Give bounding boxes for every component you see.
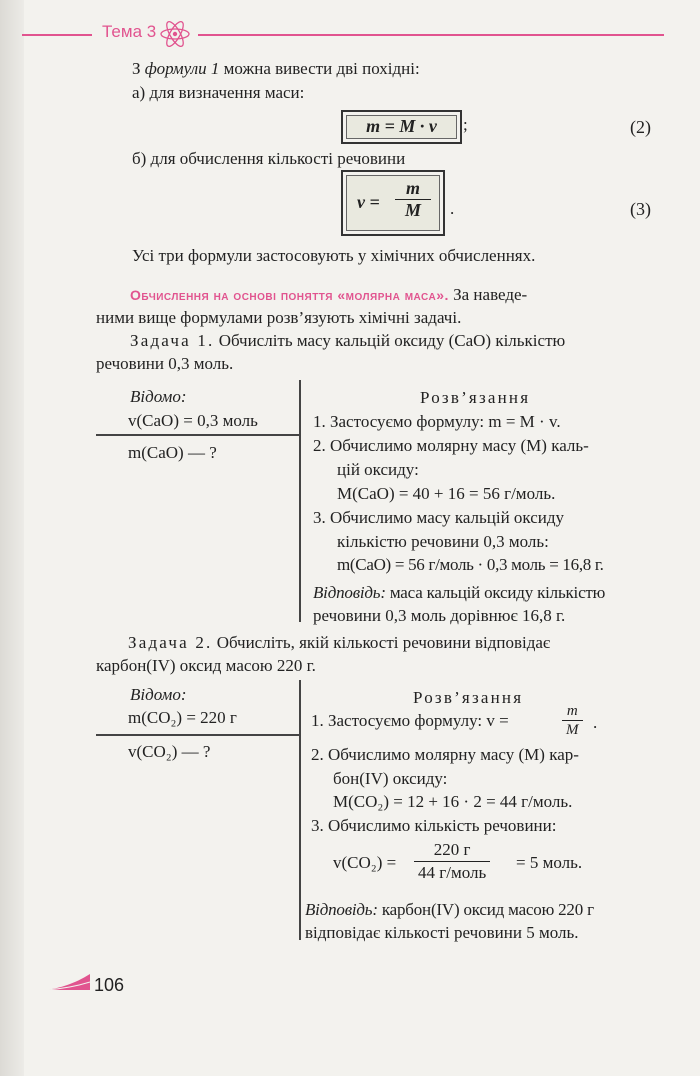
task2-step1-numerator: m	[562, 702, 583, 721]
formula-3-denominator: M	[404, 200, 421, 220]
task2-answer-2: відповідає кількості речовини 5 моль.	[305, 923, 579, 942]
formula-2-number: (2)	[630, 117, 651, 137]
header-rule-left	[22, 34, 92, 36]
formula-3-dot: .	[450, 199, 455, 218]
topic-label: Тема 3	[102, 22, 157, 41]
task1-step2-b: цій оксиду:	[337, 460, 419, 479]
task1-answer-2: речовини 0,3 моль дорівнює 16,8 г.	[313, 606, 566, 625]
section-heading: Обчислення на основі поняття «молярна маса». За наведе-	[130, 285, 528, 304]
task1-known-value: v(CaO) = 0,3 моль	[128, 411, 258, 430]
task1-unknown: m(CaO) — ?	[128, 443, 217, 462]
formula-2-box	[341, 110, 462, 144]
task1-known-label: Відомо:	[130, 387, 187, 406]
task1-step1: 1. Застосуємо формулу: m = M · v.	[313, 412, 561, 431]
item-a: а) для визначення маси:	[132, 83, 305, 102]
item-b: б) для обчислення кількості речовини	[132, 149, 406, 168]
task2-step3-fraction	[414, 839, 490, 884]
task2-known-label: Відомо:	[130, 685, 187, 704]
task1-solution-title: Розв’язання	[420, 388, 531, 407]
formula-3-box	[341, 170, 445, 236]
task2-step1: 1. Застосуємо формулу: v =	[311, 711, 509, 730]
task2-step1-fraction	[562, 702, 583, 739]
task2-step1-denominator: M	[566, 722, 579, 738]
task2-step2-b: бон(IV) оксиду:	[333, 769, 448, 788]
task1-statement-2: речовини 0,3 моль.	[96, 354, 234, 373]
page-binding-edge	[0, 0, 24, 1076]
task2-solution-title: Розв’язання	[413, 688, 524, 707]
page-number: 106	[94, 975, 125, 995]
task1-answer: Відповідь: маса кальцій оксиду кількістю	[313, 583, 606, 602]
task2-given-divider	[96, 734, 299, 736]
section-line-2: ними вище формулами розв’язують хімічні задачі.	[96, 308, 462, 327]
task1-step3-c: m(CaO) = 56 г/моль · 0,3 моль = 16,8 г.	[337, 555, 604, 574]
formula-3-numerator: m	[395, 178, 431, 200]
atom-icon	[158, 18, 192, 50]
task1-given-divider	[96, 434, 299, 436]
page-corner-ornament-icon	[44, 972, 92, 992]
formula-2: m = M · v	[366, 116, 437, 136]
header-rule-right	[198, 34, 664, 36]
task2-step3-rhs: = 5 моль.	[516, 853, 583, 872]
all-three-formulas: Усі три формули застосовують у хімічних обчисленнях.	[132, 246, 536, 265]
task2-statement: Задача 2. Обчисліть, якій кількості речовини відповідає	[128, 633, 551, 652]
task2-unknown: v(CO₂) — ?	[128, 742, 211, 761]
task1-step2-c: M(CaO) = 40 + 16 = 56 г/моль.	[337, 484, 556, 503]
task1-statement: Задача 1. Обчисліть масу кальцій оксиду (CaO) кількістю	[130, 331, 566, 350]
task2-step3-lhs: v(CO₂) =	[333, 853, 397, 872]
intro-line: З формули 1 можна вивести дві похідні:	[132, 59, 420, 78]
formula-3-lhs: v =	[357, 192, 380, 212]
task1-step3-b: кількістю речовини 0,3 моль:	[337, 532, 549, 551]
formula-3-number: (3)	[630, 199, 651, 219]
task2-step3-denominator: 44 г/моль	[418, 863, 487, 882]
task1-step2: 2. Обчислимо молярну масу (M) каль-	[313, 436, 589, 455]
task2-statement-2: карбон(IV) оксид масою 220 г.	[96, 656, 316, 675]
task2-step1-dot: .	[593, 713, 598, 732]
task2-step2: 2. Обчислимо молярну масу (M) кар-	[311, 745, 579, 764]
task2-answer: Відповідь: карбон(IV) оксид масою 220 г	[305, 900, 594, 919]
task2-step3: 3. Обчислимо кількість речовини:	[311, 816, 557, 835]
task1-step3: 3. Обчислимо масу кальцій оксиду	[313, 508, 565, 527]
task1-column-divider	[299, 380, 301, 622]
task2-step3-numerator: 220 г	[414, 839, 490, 862]
task2-column-divider	[299, 680, 301, 940]
task2-step2-c: M(CO₂) = 12 + 16 · 2 = 44 г/моль.	[333, 792, 573, 811]
formula-2-semicolon: ;	[463, 115, 468, 134]
task2-known-value: m(CO₂) = 220 г	[128, 708, 237, 727]
